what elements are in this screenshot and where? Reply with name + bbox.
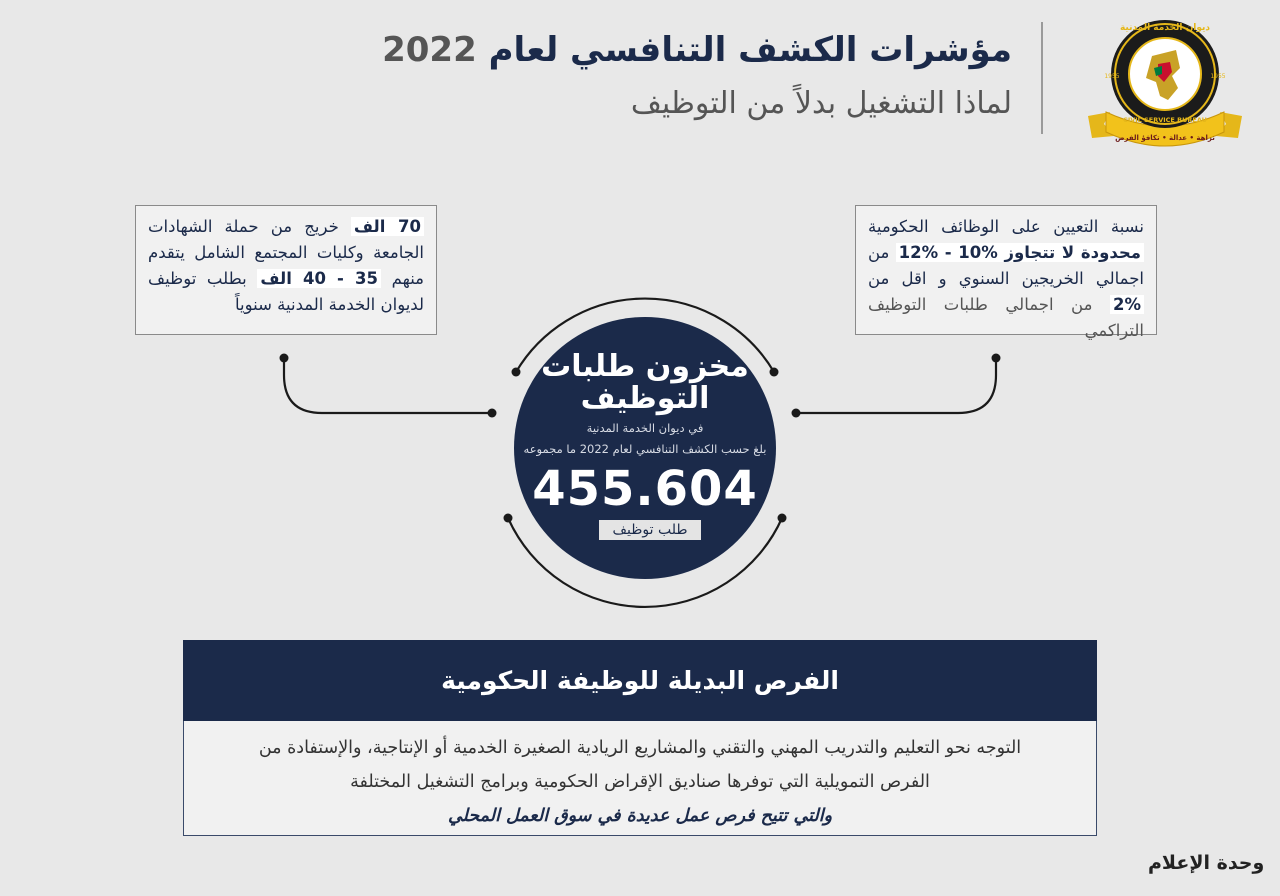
svg-text:نزاهة • عدالة • تكافؤ الفرص: نزاهة • عدالة • تكافؤ الفرص	[1115, 134, 1215, 142]
applicants-text: بطلب توظيف لديوان الخدمة المدنية سنوياً	[148, 269, 424, 314]
rate-text-1: نسبة التعيين على الوظائف الحكومية	[868, 217, 1144, 236]
rate-text-3: من اجمالي طلبات التوظيف التراكمي	[868, 295, 1144, 340]
rate-highlight: محدودة لا تتجاوز %10 - %12	[896, 243, 1144, 262]
civil-service-bureau-logo	[1084, 16, 1246, 152]
stock-number: 455.604	[532, 461, 758, 517]
header-divider	[1041, 22, 1043, 134]
svg-text:1955: 1955	[1104, 73, 1120, 80]
svg-text:1955: 1955	[1210, 73, 1226, 80]
alternatives-line-2: الفرص التمويلية التي توفرها صناديق الإقراض الحكومية وبرامج التشغيل المختلفة	[350, 772, 930, 792]
graduates-text: خريج من حملة الشهادات الجامعة وكليات المجتمع الشامل يتقدم منهم	[148, 217, 425, 288]
alternatives-body	[183, 721, 1097, 836]
graduates-count: 70 الف	[351, 217, 424, 236]
page-title	[382, 30, 1012, 70]
alternatives-line-1: التوجه نحو التعليم والتدريب المهني والتقني والمشاريع الريادية الصغيرة الخدمية أو الإنتاجية، والإستفادة من	[258, 738, 1022, 758]
stock-title: مخزون طلبات التوظيف	[541, 349, 749, 416]
svg-text:ديوان الخدمة المدنية: ديوان الخدمة المدنية	[1119, 23, 1211, 33]
applicants-range: 35 - 40 الف	[257, 269, 381, 288]
rate-text-2: من اجمالي الخريجين السنوي و اقل من	[868, 243, 1144, 288]
alternatives-line-3: والتي تتيح فرص عمل عديدة في سوق العمل المحلي	[447, 806, 833, 826]
graduates-info-box	[135, 205, 437, 335]
alternatives-heading: الفرص البديلة للوظيفة الحكومية	[183, 640, 1097, 722]
stock-subtitle: في ديوان الخدمة المدنية	[586, 421, 704, 435]
media-unit-label: وحدة الإعلام	[1148, 852, 1265, 874]
rate-percent: %2	[1110, 295, 1144, 314]
page-subtitle: لماذا التشغيل بدلاً من التوظيف	[630, 86, 1012, 121]
applications-stock-circle	[514, 317, 776, 579]
stock-unit-tag: طلب توظيف	[599, 520, 701, 540]
title-year: 2022	[382, 30, 477, 70]
stock-description: بلغ حسب الكشف التنافسي لعام 2022 ما مجموعه	[523, 442, 767, 456]
appointment-rate-box	[855, 205, 1157, 340]
svg-text:CIVIL SERVICE BUREAU: CIVIL SERVICE BUREAU	[1123, 116, 1207, 124]
title-main: مؤشرات الكشف التنافسي لعام	[488, 30, 1012, 70]
